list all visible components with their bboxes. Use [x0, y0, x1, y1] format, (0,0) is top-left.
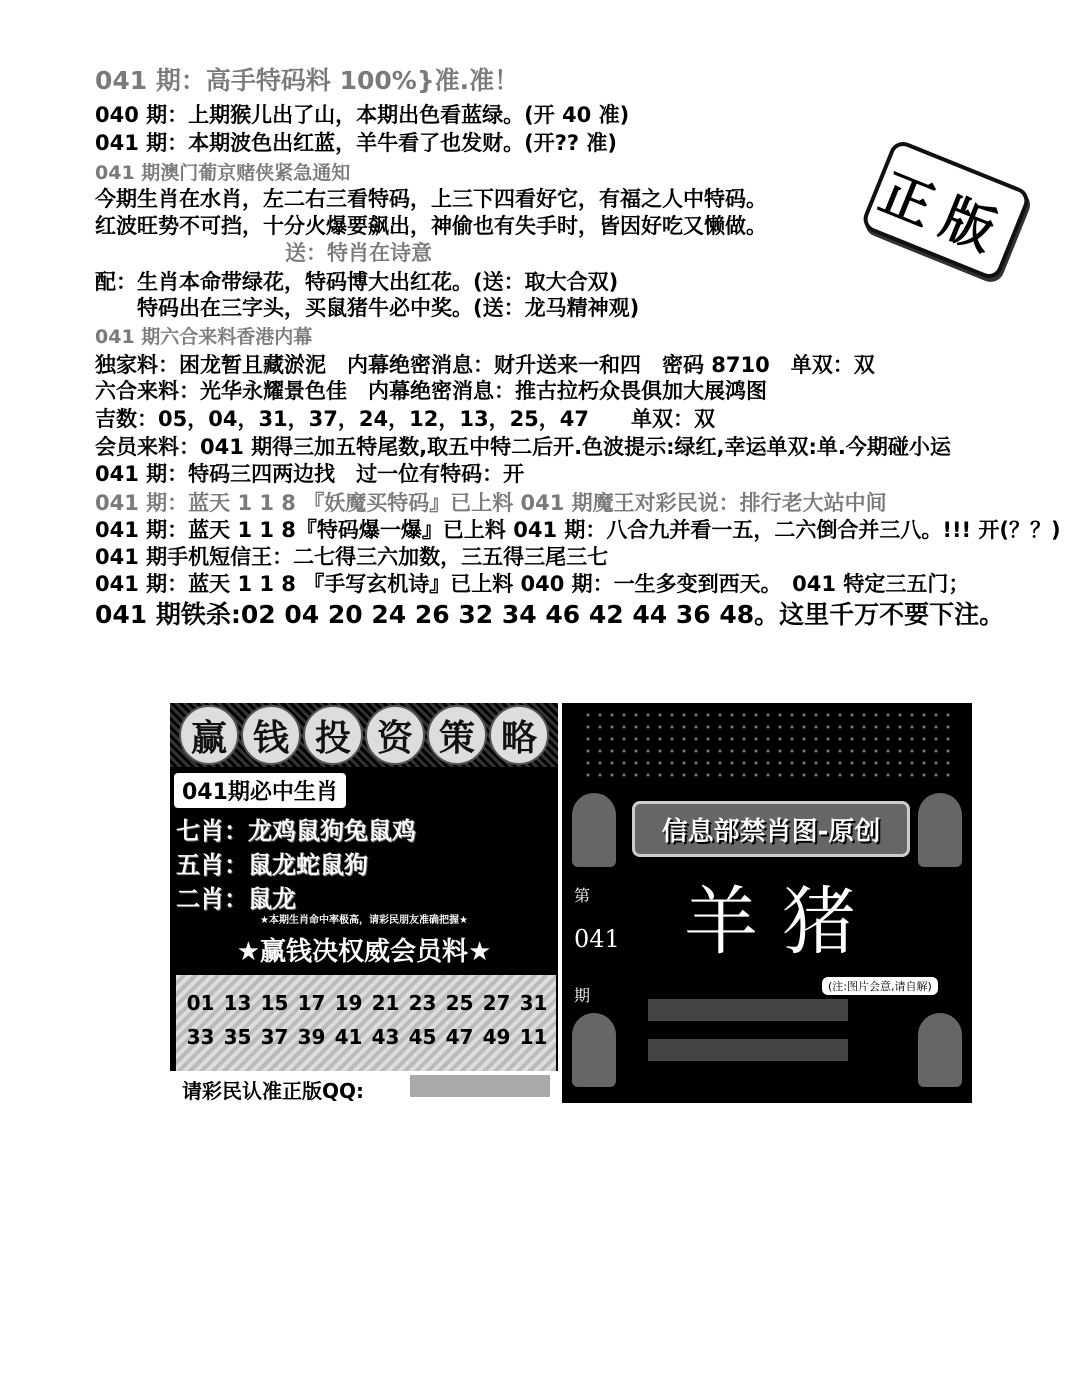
number-cell: 33: [186, 1025, 215, 1049]
number-row: [184, 991, 550, 1015]
number-cell: 17: [297, 991, 326, 1015]
number-cell: 35: [223, 1025, 252, 1049]
vip-title: ★赢钱决权威会员料★: [236, 937, 492, 967]
poster-header: [170, 703, 558, 767]
number-cell: 13: [223, 991, 252, 1015]
main-answer: 羊猪: [684, 879, 880, 965]
number-cell: 47: [445, 1025, 474, 1049]
zodiac-row-two: 二肖：鼠龙: [176, 885, 296, 913]
text-line: 041 期澳门葡京赌侠紧急通知: [95, 162, 351, 184]
number-cell: 25: [445, 991, 474, 1015]
poster-banner: 信息部禁肖图-原创: [632, 801, 910, 857]
text-line: 041 期：本期波色出红蓝，羊牛看了也发财。(开?? 准): [95, 131, 618, 155]
text-line: 041 期：蓝天 1 1 8『特码爆一爆』已上料 041 期：八合九并看一五，二六倒合并三八。!!! 开(？？): [95, 518, 1061, 542]
number-cell: 39: [297, 1025, 326, 1049]
authentic-stamp: 正版: [859, 138, 1032, 282]
poster-footer: [170, 1071, 558, 1103]
number-cell: 19: [334, 991, 363, 1015]
poster-note: ★本期生肖命中率极高，请彩民朋友准确把握★: [260, 915, 468, 926]
header-char: 赢: [179, 705, 239, 765]
blurred-poem: [648, 1039, 848, 1061]
number-cell: 43: [371, 1025, 400, 1049]
text-line: 041 期：特码三四两边找 过一位有特码：开: [95, 462, 525, 486]
number-cell: 41: [334, 1025, 363, 1049]
number-cell: 23: [408, 991, 437, 1015]
portrait-image: [572, 1013, 616, 1087]
left-poster: [170, 703, 558, 1103]
header-char: 钱: [241, 705, 301, 765]
number-cell: 31: [519, 991, 548, 1015]
text-line: 041 期：蓝天 1 1 8 『妖魔买特码』已上料 041 期魔王对彩民说：排行老大站中间: [95, 491, 887, 515]
text-line: 送：特肖在诗意: [285, 241, 432, 265]
number-cell: 21: [371, 991, 400, 1015]
right-poster: [562, 703, 972, 1103]
side-label: 第: [574, 886, 591, 905]
number-cell: 45: [408, 1025, 437, 1049]
text-line: 会员来料：041 期得三加五特尾数,取五中特二后开.色波提示:绿红,幸运单双:单.今期碰小运: [95, 435, 951, 459]
header-char: 策: [427, 705, 487, 765]
portrait-image: [572, 793, 616, 867]
portrait-image: [918, 793, 962, 867]
side-label: 期: [574, 986, 591, 1005]
text-line: 吉数：05，04，31，37，24，12，13，25，47 单双：双: [95, 407, 716, 431]
number-cell: 11: [519, 1025, 548, 1049]
number-cell: 37: [260, 1025, 289, 1049]
text-line: 041 期铁杀:02 04 20 24 26 32 34 46 42 44 36 48。这里千万不要下注。: [95, 600, 1005, 629]
text-line: 特码出在三字头，买鼠猪牛必中奖。(送：龙马精神观): [137, 296, 640, 320]
qq-placeholder: [410, 1075, 550, 1097]
number-row: [184, 1025, 550, 1049]
number-grid: [176, 975, 556, 1071]
blurred-poem: [648, 999, 848, 1021]
issue-number: 041: [574, 925, 620, 953]
portrait-image: [918, 1013, 962, 1087]
header-char: 略: [489, 705, 549, 765]
text-line: 红波旺势不可挡，十分火爆要飙出，神偷也有失手时，皆因好吃又懒做。: [95, 214, 767, 238]
zodiac-row-seven: 七肖：龙鸡鼠狗兔鼠鸡: [176, 817, 416, 845]
text-line: 041 期六合来料香港内幕: [95, 326, 313, 348]
hint-pill: (注:图片会意,请自解): [822, 977, 938, 995]
number-cell: 49: [482, 1025, 511, 1049]
text-line: 041 期：高手特码料 100%}准.准！: [95, 66, 520, 95]
footer-text: 请彩民认准正版QQ:: [182, 1079, 365, 1103]
text-line: 041 期手机短信王：二七得三六加数，三五得三尾三七: [95, 545, 609, 569]
text-line: 独家料：困龙暂且藏淤泥 内幕绝密消息：财升送来一和四 密码 8710 单双：双: [95, 353, 875, 377]
number-cell: 27: [482, 991, 511, 1015]
text-line: 配：生肖本命带绿花，特码博大出红花。(送：取大合双): [95, 270, 619, 294]
text-line: 041 期：蓝天 1 1 8 『手写玄机诗』已上料 040 期：一生多变到西天。 041 特定三五门；: [95, 572, 970, 596]
header-char: 投: [303, 705, 363, 765]
text-line: 040 期：上期猴儿出了山，本期出色看蓝绿。(开 40 准): [95, 103, 630, 127]
sparkle-decoration: [582, 709, 952, 779]
text-line: 六合来料：光华永耀景色佳 内幕绝密消息：推古拉朽众畏俱加大展鸿图: [95, 379, 767, 403]
number-cell: 01: [186, 991, 215, 1015]
text-line: 今期生肖在水肖，左二右三看特码，上三下四看好它，有福之人中特码。: [95, 187, 767, 211]
zodiac-row-five: 五肖：鼠龙蛇鼠狗: [176, 851, 368, 879]
poster-tag: 041期必中生肖: [174, 773, 346, 808]
number-cell: 15: [260, 991, 289, 1015]
header-char: 资: [365, 705, 425, 765]
